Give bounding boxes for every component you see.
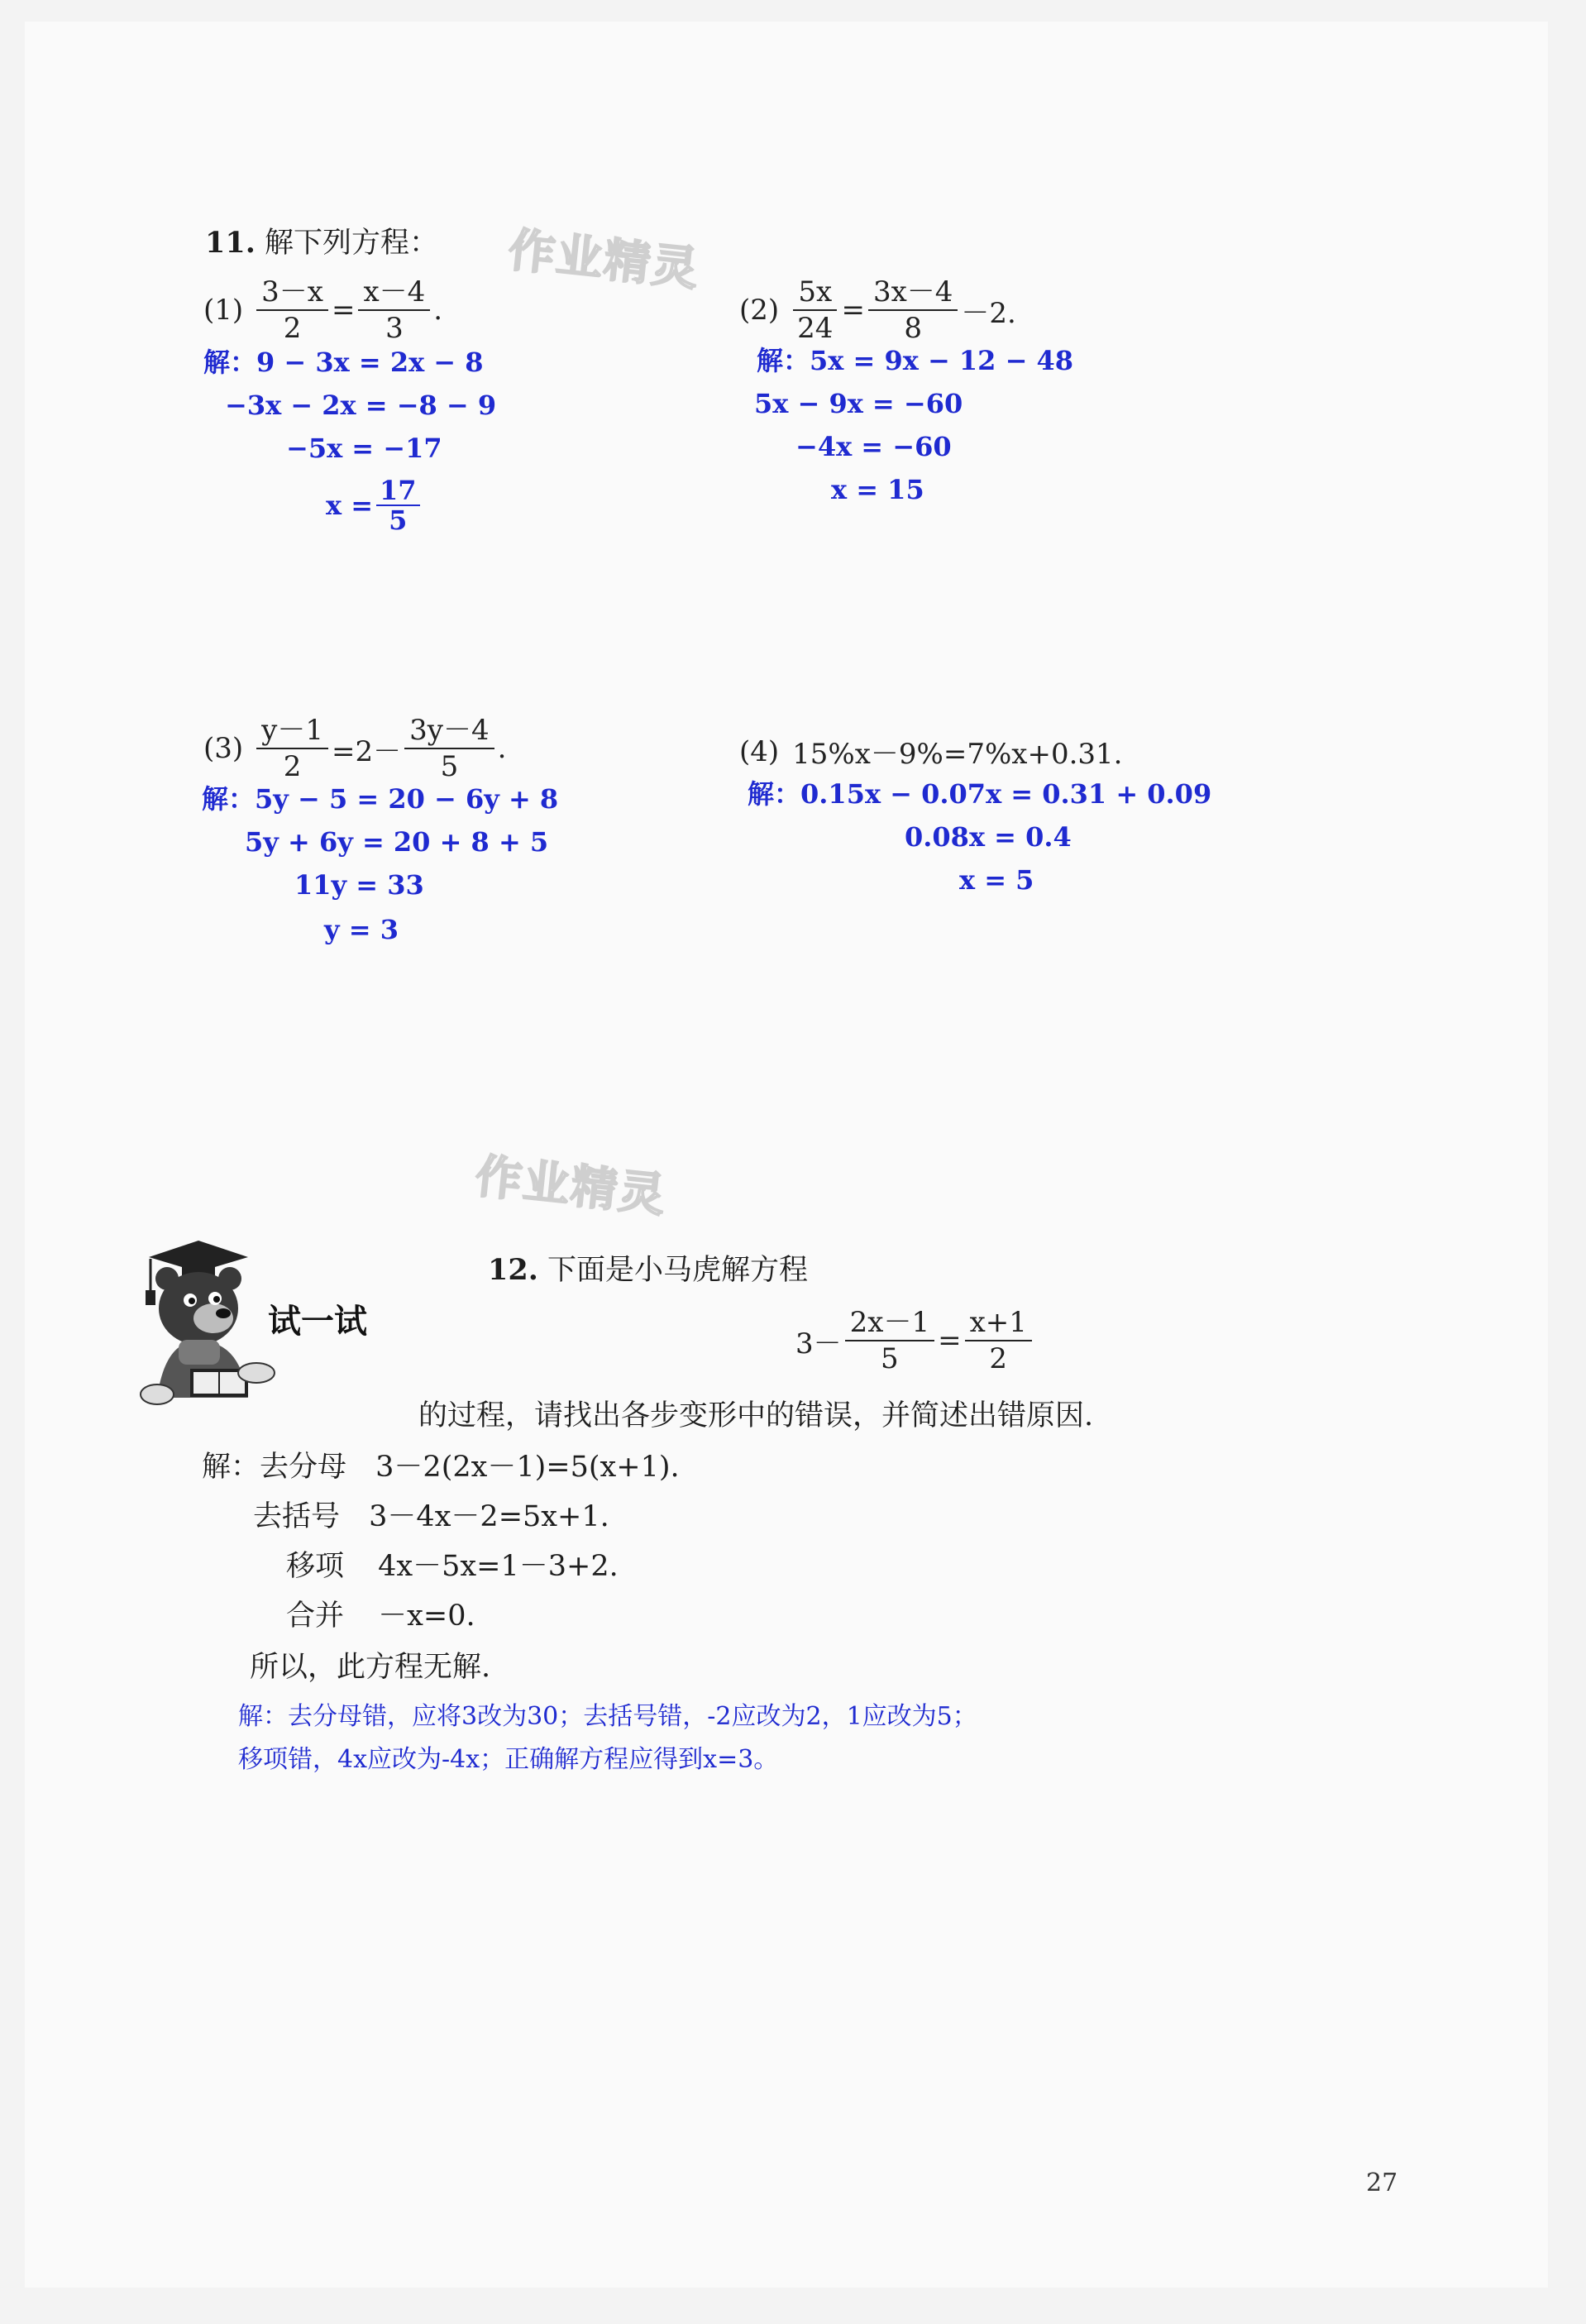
q11-p3-step-2: 5y + 6y = 20 + 8 + 5 xyxy=(245,826,549,858)
equals-sign: = xyxy=(938,1324,962,1357)
q11-p1-step-3: −5x = −17 xyxy=(286,433,442,464)
q11-p2-step-3: −4x = −60 xyxy=(795,431,952,462)
q11-title xyxy=(205,225,438,261)
q12-rhs-fraction xyxy=(965,1305,1032,1376)
q11-p2-lhs-fraction xyxy=(792,275,838,346)
fraction-denominator: 24 xyxy=(797,312,834,345)
q11-p3-step-4: y = 3 xyxy=(324,914,399,945)
fraction-numerator: 2x－1 xyxy=(845,1305,934,1341)
q11-p3-step-3: 11y = 33 xyxy=(294,869,424,901)
equation-middle: =2－ xyxy=(332,734,402,768)
step-expression: 4x－5x=1－3+2. xyxy=(378,1550,619,1583)
step-expression: －x=0. xyxy=(378,1600,475,1633)
fraction-numerator: 3y－4 xyxy=(404,713,494,749)
step-expression: 3－4x－2=5x+1. xyxy=(369,1500,609,1533)
q11-p2-equation xyxy=(739,275,1016,346)
q12-step-3 xyxy=(286,1548,619,1585)
q11-p2-step-4: x = 15 xyxy=(831,474,924,505)
equals-sign: = xyxy=(841,294,865,327)
q12-number: 12. xyxy=(488,1253,538,1287)
q11-p1-equation xyxy=(203,275,442,346)
period: . xyxy=(497,732,507,765)
q12-step-2 xyxy=(253,1499,609,1535)
period: . xyxy=(433,294,443,327)
q11-p2-label: (2) xyxy=(739,294,780,327)
q11-p2-step-1 xyxy=(757,344,1073,377)
q11-p4-step-3: x = 5 xyxy=(959,864,1034,896)
q12-answer-line-2: 移项错，4x应改为-4x；正确解方程应得到x=3。 xyxy=(238,1745,779,1774)
q11-p3-step-1 xyxy=(202,782,558,815)
final-lhs: x = xyxy=(326,490,374,521)
watermark-middle: 作业精灵 xyxy=(472,1150,670,1223)
step-label: 合并 xyxy=(286,1600,345,1633)
solution-prefix: 解： xyxy=(203,347,257,378)
step-label: 去括号 xyxy=(253,1500,341,1533)
q11-p4-step-2: 0.08x = 0.4 xyxy=(905,821,1072,853)
q12-title xyxy=(488,1252,808,1289)
q12-step-1 xyxy=(202,1449,680,1485)
fraction-denominator: 5 xyxy=(881,1342,899,1375)
page-number: 27 xyxy=(1366,2169,1398,2197)
solution-prefix: 解： xyxy=(757,345,810,376)
solution-step: 9 − 3x = 2x − 8 xyxy=(256,347,484,378)
q12-lhs-fraction xyxy=(845,1305,934,1376)
fraction-numerator: x－4 xyxy=(358,275,430,311)
fraction-denominator: 3 xyxy=(385,312,404,345)
step-label: 移项 xyxy=(286,1550,345,1583)
q11-p2-step-2: 5x − 9x = −60 xyxy=(754,388,963,419)
q11-p3-rhs-fraction xyxy=(404,713,494,784)
solution-step: 5x = 9x − 12 − 48 xyxy=(810,345,1074,376)
fraction-numerator: 17 xyxy=(376,476,420,506)
q12-answer-line-1: 解：去分母错，应将3改为30；去括号错，-2应改为2，1应改为5； xyxy=(238,1702,977,1731)
q11-p3-lhs-fraction xyxy=(256,713,328,784)
step-expression: 3－2(2x－1)=5(x+1). xyxy=(375,1451,680,1484)
fraction-denominator: 2 xyxy=(283,750,302,783)
equation-prefix: 3－ xyxy=(795,1327,842,1360)
fraction-numerator: x+1 xyxy=(965,1305,1032,1341)
fraction-numerator: 3－x xyxy=(256,275,328,311)
q12-title-text: 下面是小马虎解方程 xyxy=(547,1254,809,1287)
q12-equation xyxy=(795,1305,1035,1376)
q11-p1-lhs-fraction xyxy=(256,275,328,346)
q11-p4-step-1 xyxy=(748,777,1211,811)
solution-prefix: 解： xyxy=(748,778,801,810)
step-label: 解：去分母 xyxy=(202,1451,347,1484)
equation-tail: －2. xyxy=(961,296,1016,330)
q11-p4-equation xyxy=(739,731,1122,772)
q11-p4-label: (4) xyxy=(739,734,780,768)
q11-p3-equation xyxy=(203,713,506,784)
equals-sign: = xyxy=(331,294,356,327)
try-it-badge: 试一试 xyxy=(268,1303,367,1341)
q11-number: 11. xyxy=(205,226,256,260)
q11-p4-expression: 15%x－9%=7%x+0.31. xyxy=(792,738,1123,771)
q11-p3-label: (3) xyxy=(203,732,244,765)
fraction-denominator: 2 xyxy=(989,1342,1008,1375)
fraction-denominator: 5 xyxy=(389,504,408,536)
solution-prefix: 解： xyxy=(202,783,256,815)
q12-conclusion: 所以，此方程无解. xyxy=(250,1651,491,1684)
q11-p1-final-fraction xyxy=(376,476,420,534)
fraction-denominator: 8 xyxy=(904,312,922,345)
fraction-denominator: 5 xyxy=(440,750,459,783)
fraction-numerator: 3x－4 xyxy=(868,275,958,311)
q11-p1-label: (1) xyxy=(203,294,244,327)
fraction-numerator: y－1 xyxy=(256,713,328,749)
q12-description: 的过程，请找出各步变形中的错误，并简述出错原因. xyxy=(418,1399,1094,1432)
q11-p1-rhs-fraction xyxy=(358,275,430,346)
fraction-numerator: 5x xyxy=(793,275,837,311)
q12-step-4 xyxy=(286,1598,475,1634)
watermark-top: 作业精灵 xyxy=(505,223,703,297)
solution-step: 5y − 5 = 20 − 6y + 8 xyxy=(255,783,559,815)
solution-step: 0.15x − 0.07x = 0.31 + 0.09 xyxy=(800,778,1212,810)
q11-p1-step-1 xyxy=(203,346,484,379)
fraction-denominator: 2 xyxy=(283,312,302,345)
q11-p1-step-2: −3x − 2x = −8 − 9 xyxy=(225,390,497,421)
q11-p1-final xyxy=(326,476,423,534)
q11-title-text: 解下列方程： xyxy=(265,227,439,260)
q11-p2-rhs-fraction xyxy=(868,275,958,346)
